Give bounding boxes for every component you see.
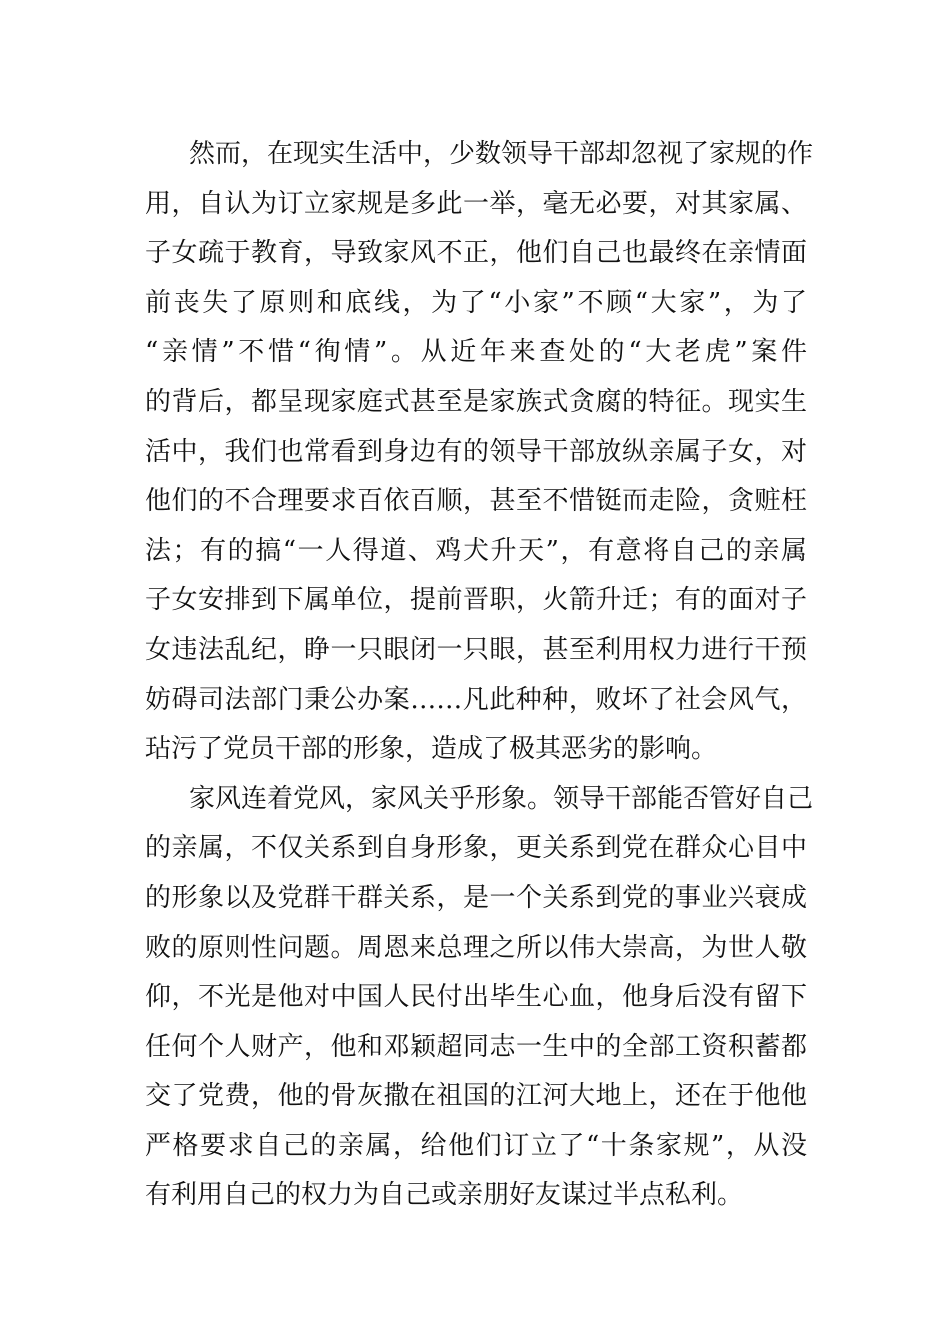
text-line: 任何个人财产，他和邓颖超同志一生中的全部工资积蓄都 [145, 1031, 807, 1062]
text-line: 交了党费，他的骨灰撒在祖国的江河大地上，还在于他他 [145, 1081, 807, 1112]
paragraph-2 [145, 775, 814, 1221]
text-line: 仰，不光是他对中国人民付出毕生心血，他身后没有留下 [145, 982, 807, 1013]
text-line: 女违法乱纪，睁一只眼闭一只眼，甚至利用权力进行干预 [145, 634, 807, 665]
text-line: “亲情”不惜“徇情”。从近年来查处的“大老虎”案件 [145, 337, 807, 368]
text-line: 他们的不合理要求百依百顺，甚至不惜铤而走险，贪赃枉 [145, 486, 807, 517]
text-line: 的亲属，不仅关系到自身形象，更关系到党在群众心目中 [145, 833, 807, 864]
paragraph-1 [145, 130, 814, 775]
text-line: 的形象以及党群干群关系，是一个关系到党的事业兴衰成 [145, 882, 807, 913]
text-line: 玷污了党员干部的形象，造成了极其恶劣的影响。 [145, 734, 718, 765]
document-page [145, 130, 814, 1221]
text-line: 家风连着党风，家风关乎形象。领导干部能否管好自己 [189, 783, 814, 814]
text-line: 的背后，都呈现家庭式甚至是家族式贪腐的特征。现实生 [145, 386, 807, 417]
text-line: 活中，我们也常看到身边有的领导干部放纵亲属子女，对 [145, 436, 807, 467]
text-line: 前丧失了原则和底线，为了“小家”不顾“大家”，为了 [145, 287, 807, 318]
text-line: 子女疏于教育，导致家风不正，他们自己也最终在亲情面 [145, 238, 807, 269]
text-line: 子女安排到下属单位，提前晋职，火箭升迁；有的面对子 [145, 585, 807, 616]
text-line: 妨碍司法部门秉公办案……凡此种种，败坏了社会风气， [145, 684, 807, 715]
text-line: 有利用自己的权力为自己或亲朋好友谋过半点私利。 [145, 1180, 744, 1211]
text-line: 用，自认为订立家规是多此一举，毫无必要，对其家属、 [145, 188, 807, 219]
text-line: 严格要求自己的亲属，给他们订立了“十条家规”，从没 [145, 1130, 807, 1161]
text-line: 法；有的搞“一人得道、鸡犬升天”，有意将自己的亲属 [145, 535, 807, 566]
text-line: 然而，在现实生活中，少数领导干部却忽视了家规的作 [189, 139, 814, 169]
text-line: 败的原则性问题。周恩来总理之所以伟大崇高，为世人敬 [145, 932, 807, 963]
